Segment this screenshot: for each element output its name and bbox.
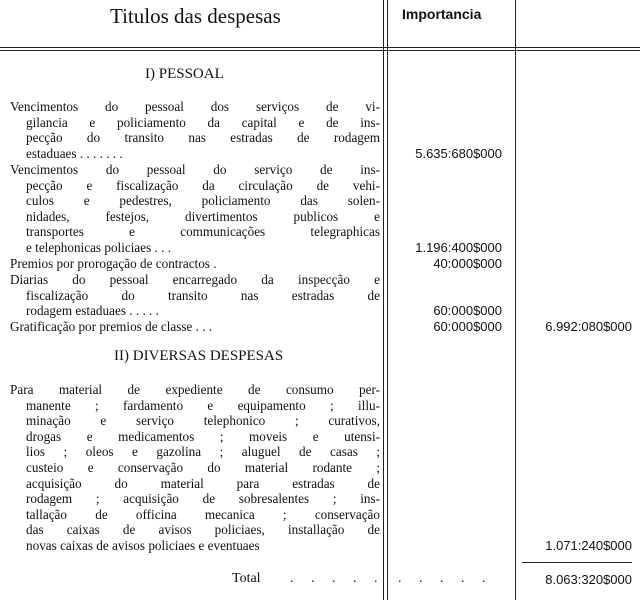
item-text-line: culos e pedestres, policiamento das solen-	[26, 193, 380, 209]
item-text-line: Diarias do pessoal encarregado da inspecção e	[10, 272, 380, 287]
item-amount: 5.635:680$000	[415, 145, 502, 161]
item-text-line: fiscalização do transito nas estradas de	[26, 287, 380, 303]
total-label: Total	[232, 571, 261, 586]
item-text-line: acquisição do material para estradas de	[26, 475, 380, 491]
item-text-line: Vencimentos do pessoal do serviço de ins-	[10, 162, 380, 177]
item-text-line: tallação de officina mecanica ; conservação	[26, 506, 380, 522]
item-text-line: rodagem estaduaes . . . . .	[26, 303, 159, 319]
item-text-line: pecção e fiscalização da circulação de vehi-	[26, 177, 380, 193]
item-text-line: Para material de expediente de consumo per-	[10, 382, 380, 397]
column-divider	[383, 0, 384, 600]
item-text-line: e telephonicas policiaes . . .	[26, 240, 172, 255]
item-text-line: novas caixas de avisos policiaes e eventuaes	[26, 538, 260, 553]
item-amount: 60:000$000	[433, 303, 502, 319]
item-text-line: minação e serviço telephonico ; curativos,	[26, 413, 380, 429]
item-text-line: das caixas de avisos policiaes, installação de	[26, 522, 380, 538]
item-text-line: lios ; oleos e gazolina ; aluguel de casas ;	[26, 444, 380, 460]
header-rule	[0, 50, 640, 51]
total-leader-dots: . . . . .	[290, 571, 378, 586]
item-text-line: transportes e communicações telegraphicas	[26, 224, 380, 240]
total-amount: 8.063:320$000	[545, 572, 632, 587]
section-subtotal: 6.992:080$000	[545, 319, 632, 334]
item-text-line: manente ; fardamento e equipamento ; illu-	[26, 397, 380, 413]
column-divider	[387, 0, 388, 600]
header-rule	[0, 47, 640, 48]
section-title: I) PESSOAL	[145, 66, 224, 82]
column-divider	[515, 0, 516, 600]
item-text-line: custeio e conservação do material rodante ;	[26, 460, 380, 475]
item-text-line: estaduaes . . . . . . .	[26, 145, 123, 161]
total-leader-dots: . . . . .	[398, 571, 486, 586]
section-subtotal: 1.071:240$000	[545, 538, 632, 553]
item-text-line: Gratificação por premios de classe . . .	[10, 319, 213, 334]
item-text-line: rodagem ; acquisição de sobresalentes ; ins-	[26, 491, 380, 507]
item-text-line: pecção do transito nas estradas de rodagem	[26, 130, 380, 146]
item-text-line: gilancia e policiamento da capital e de ins-	[26, 114, 380, 130]
item-text-line: drogas e medicamentos ; moveis e utensi-	[26, 428, 380, 444]
item-amount: 60:000$000	[433, 319, 502, 334]
item-amount: 40:000$000	[433, 256, 502, 271]
section-title: II) DIVERSAS DESPESAS	[114, 348, 284, 364]
item-text-line: Vencimentos do pessoal dos serviços de vi-	[10, 99, 380, 114]
column-header-titles: Titulos das despesas	[110, 4, 281, 28]
item-text-line: Premios por prorogação de contractos .	[10, 256, 217, 271]
column-header-importancia: Importancia	[402, 6, 482, 22]
item-text-line: nidades, festejos, divertimentos publicos e	[26, 208, 380, 224]
item-amount: 1.196:400$000	[415, 240, 502, 255]
sum-rule	[522, 562, 632, 563]
